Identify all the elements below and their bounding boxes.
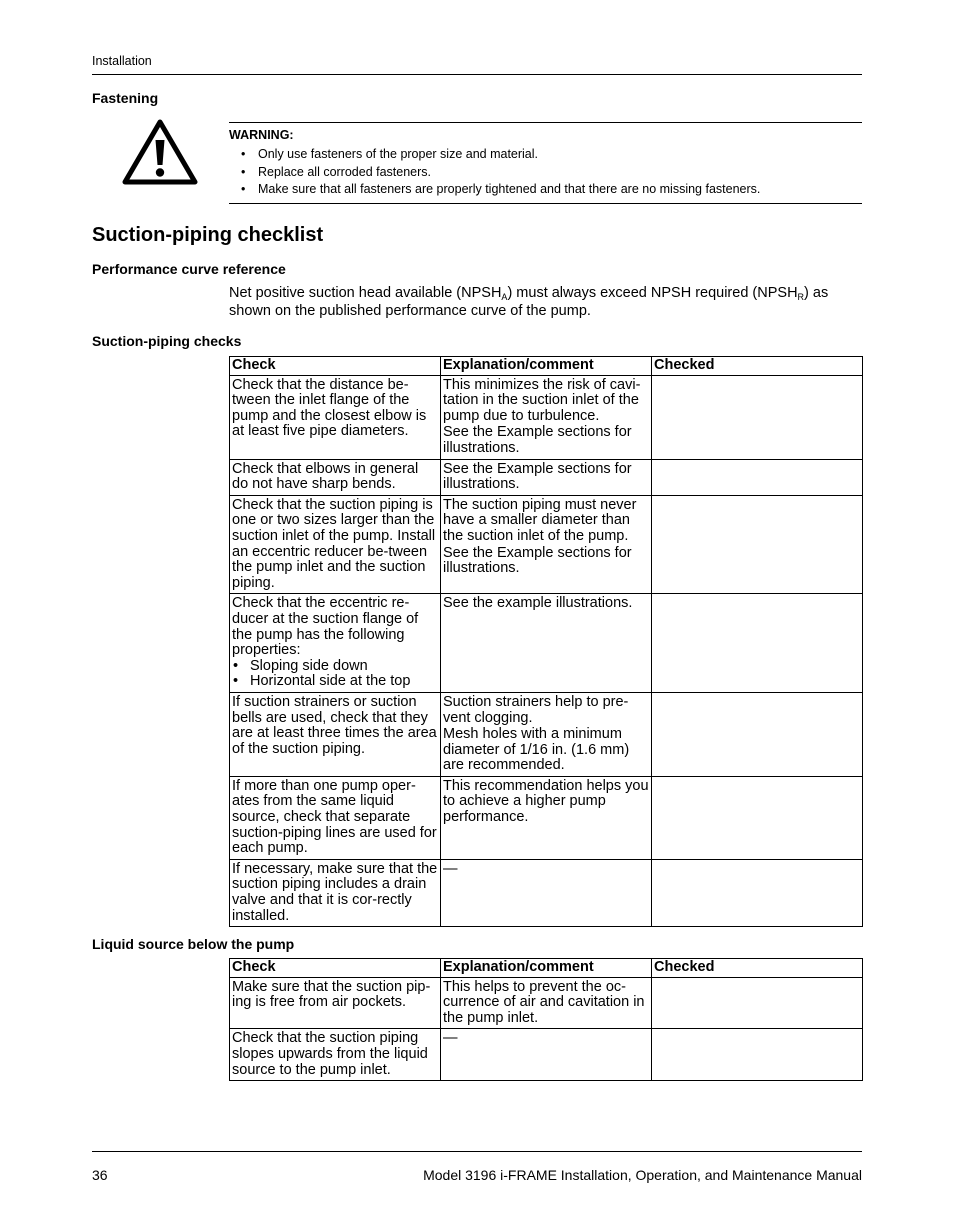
explanation-cell [441,495,652,594]
npsh-paragraph [229,284,859,320]
explanation-cell [441,459,652,495]
column-header-explanation: Explanation/comment [441,357,652,376]
warning-item: • Only use fasteners of the proper size and material. [229,146,760,164]
column-header-checked: Checked [652,357,863,376]
npsh-text-2: ) must always exceed NPSH required (NPSH [507,285,798,301]
header-rule [92,74,862,75]
property-list [232,659,438,690]
warning-item: • Make sure that all fasteners are properly tightened and that there are no missing fasteners. [229,181,760,199]
explanation-text: See the Example sections for illustrations. [443,544,632,577]
explanation-cell [441,594,652,693]
liquid-source-table [229,958,863,1081]
explanation-text: — [443,860,458,877]
checked-checkbox-cell[interactable] [652,977,863,1029]
checked-checkbox-cell[interactable] [652,692,863,776]
table-row [230,977,863,1029]
warning-title: WARNING: [229,128,294,142]
column-header-check: Check [230,959,441,978]
explanation-cell [441,776,652,859]
warning-item: • Replace all corroded fasteners. [229,164,760,182]
column-header-checked: Checked [652,959,863,978]
explanation-cell [441,692,652,776]
check-cell: If suction strainers or suction bells are used, check that they are at least three times the area of the suction piping. [230,692,441,776]
explanation-cell [441,375,652,459]
explanation-text: See the Example sections for illustrations. [443,460,632,493]
column-header-explanation: Explanation/comment [441,959,652,978]
checked-checkbox-cell[interactable] [652,594,863,693]
explanation-text: Mesh holes with a minimum diameter of 1/16 in. (1.6 mm) are recommended. [443,726,630,774]
explanation-text: This recommendation helps you to achieve a higher pump performance. [443,777,649,826]
table-row [230,594,863,693]
warning-triangle-icon [122,118,198,186]
suction-piping-checks-heading: Suction-piping checks [92,333,242,349]
npsh-sub-r: R [797,292,805,302]
running-header: Installation [92,54,152,68]
table-header-row [230,357,863,376]
check-cell: Check that the suction piping is one or two sizes larger than the suction inlet of the pump. Install an eccentric reducer be-tween the pump inlet and the suction piping. [230,495,441,594]
explanation-cell: — [441,1029,652,1081]
checked-checkbox-cell[interactable] [652,495,863,594]
explanation-text: See the Example sections for illustrations. [443,424,632,456]
check-cell: Check that the suction piping slopes upwards from the liquid source to the pump inlet. [230,1029,441,1081]
section-title: Suction-piping checklist [92,224,324,246]
fastening-heading: Fastening [92,90,159,106]
explanation-cell: This helps to prevent the oc-currence of air and cavitation in the pump inlet. [441,977,652,1029]
page-number: 36 [92,1167,108,1183]
footer-rule [92,1151,862,1152]
npsh-text-3: ) as shown on the published performance curve of the pump. [229,285,829,319]
manual-title: Model 3196 i-FRAME Installation, Operation, and Maintenance Manual [423,1167,862,1183]
npsh-sub-a: A [501,292,508,302]
explanation-text: See the example illustrations. [443,595,633,612]
liquid-source-heading: Liquid source below the pump [92,936,295,952]
check-cell: Make sure that the suction pip-ing is free from air pockets. [230,977,441,1029]
checked-checkbox-cell[interactable] [652,1029,863,1081]
explanation-text: The suction piping must never have a smaller diameter than the suction inlet of the pump. [443,496,637,544]
check-cell [230,594,441,693]
suction-checks-table [229,356,863,927]
check-cell: Check that the distance be-tween the inlet flange of the pump and the closest elbow is at least five pipe diameters. [230,375,441,459]
checked-checkbox-cell[interactable] [652,459,863,495]
table-row [230,375,863,459]
checked-checkbox-cell[interactable] [652,859,863,926]
property-item: • Sloping side down [232,659,438,675]
npsh-text-1: Net positive suction head available (NPSH [229,285,502,301]
table-row [230,776,863,859]
performance-curve-heading: Performance curve reference [92,261,286,277]
column-header-check: Check [230,357,441,376]
check-cell: If necessary, make sure that the suction piping includes a drain valve and that it is cor-rectly installed. [230,859,441,926]
check-cell: Check that elbows in general do not have sharp bends. [230,459,441,495]
explanation-text: This minimizes the risk of cavi-tation in the suction inlet of the pump due to turbulence. [443,376,641,424]
table-header-row [230,959,863,978]
checked-checkbox-cell[interactable] [652,776,863,859]
explanation-cell [441,859,652,926]
check-cell: If more than one pump oper-ates from the same liquid source, check that separate suction-piping lines are used for each pump. [230,776,441,859]
table-row [230,1029,863,1081]
checked-checkbox-cell[interactable] [652,375,863,459]
check-text: Check that the eccentric re-ducer at the suction flange of the pump has the following properties: [232,595,419,659]
table-row [230,495,863,594]
property-item: • Horizontal side at the top [232,674,438,690]
table-row [230,459,863,495]
warning-box [229,122,862,204]
warning-list [229,146,760,199]
explanation-text: Suction strainers help to pre-vent clogging. [443,693,629,726]
table-row [230,692,863,776]
table-row [230,859,863,926]
